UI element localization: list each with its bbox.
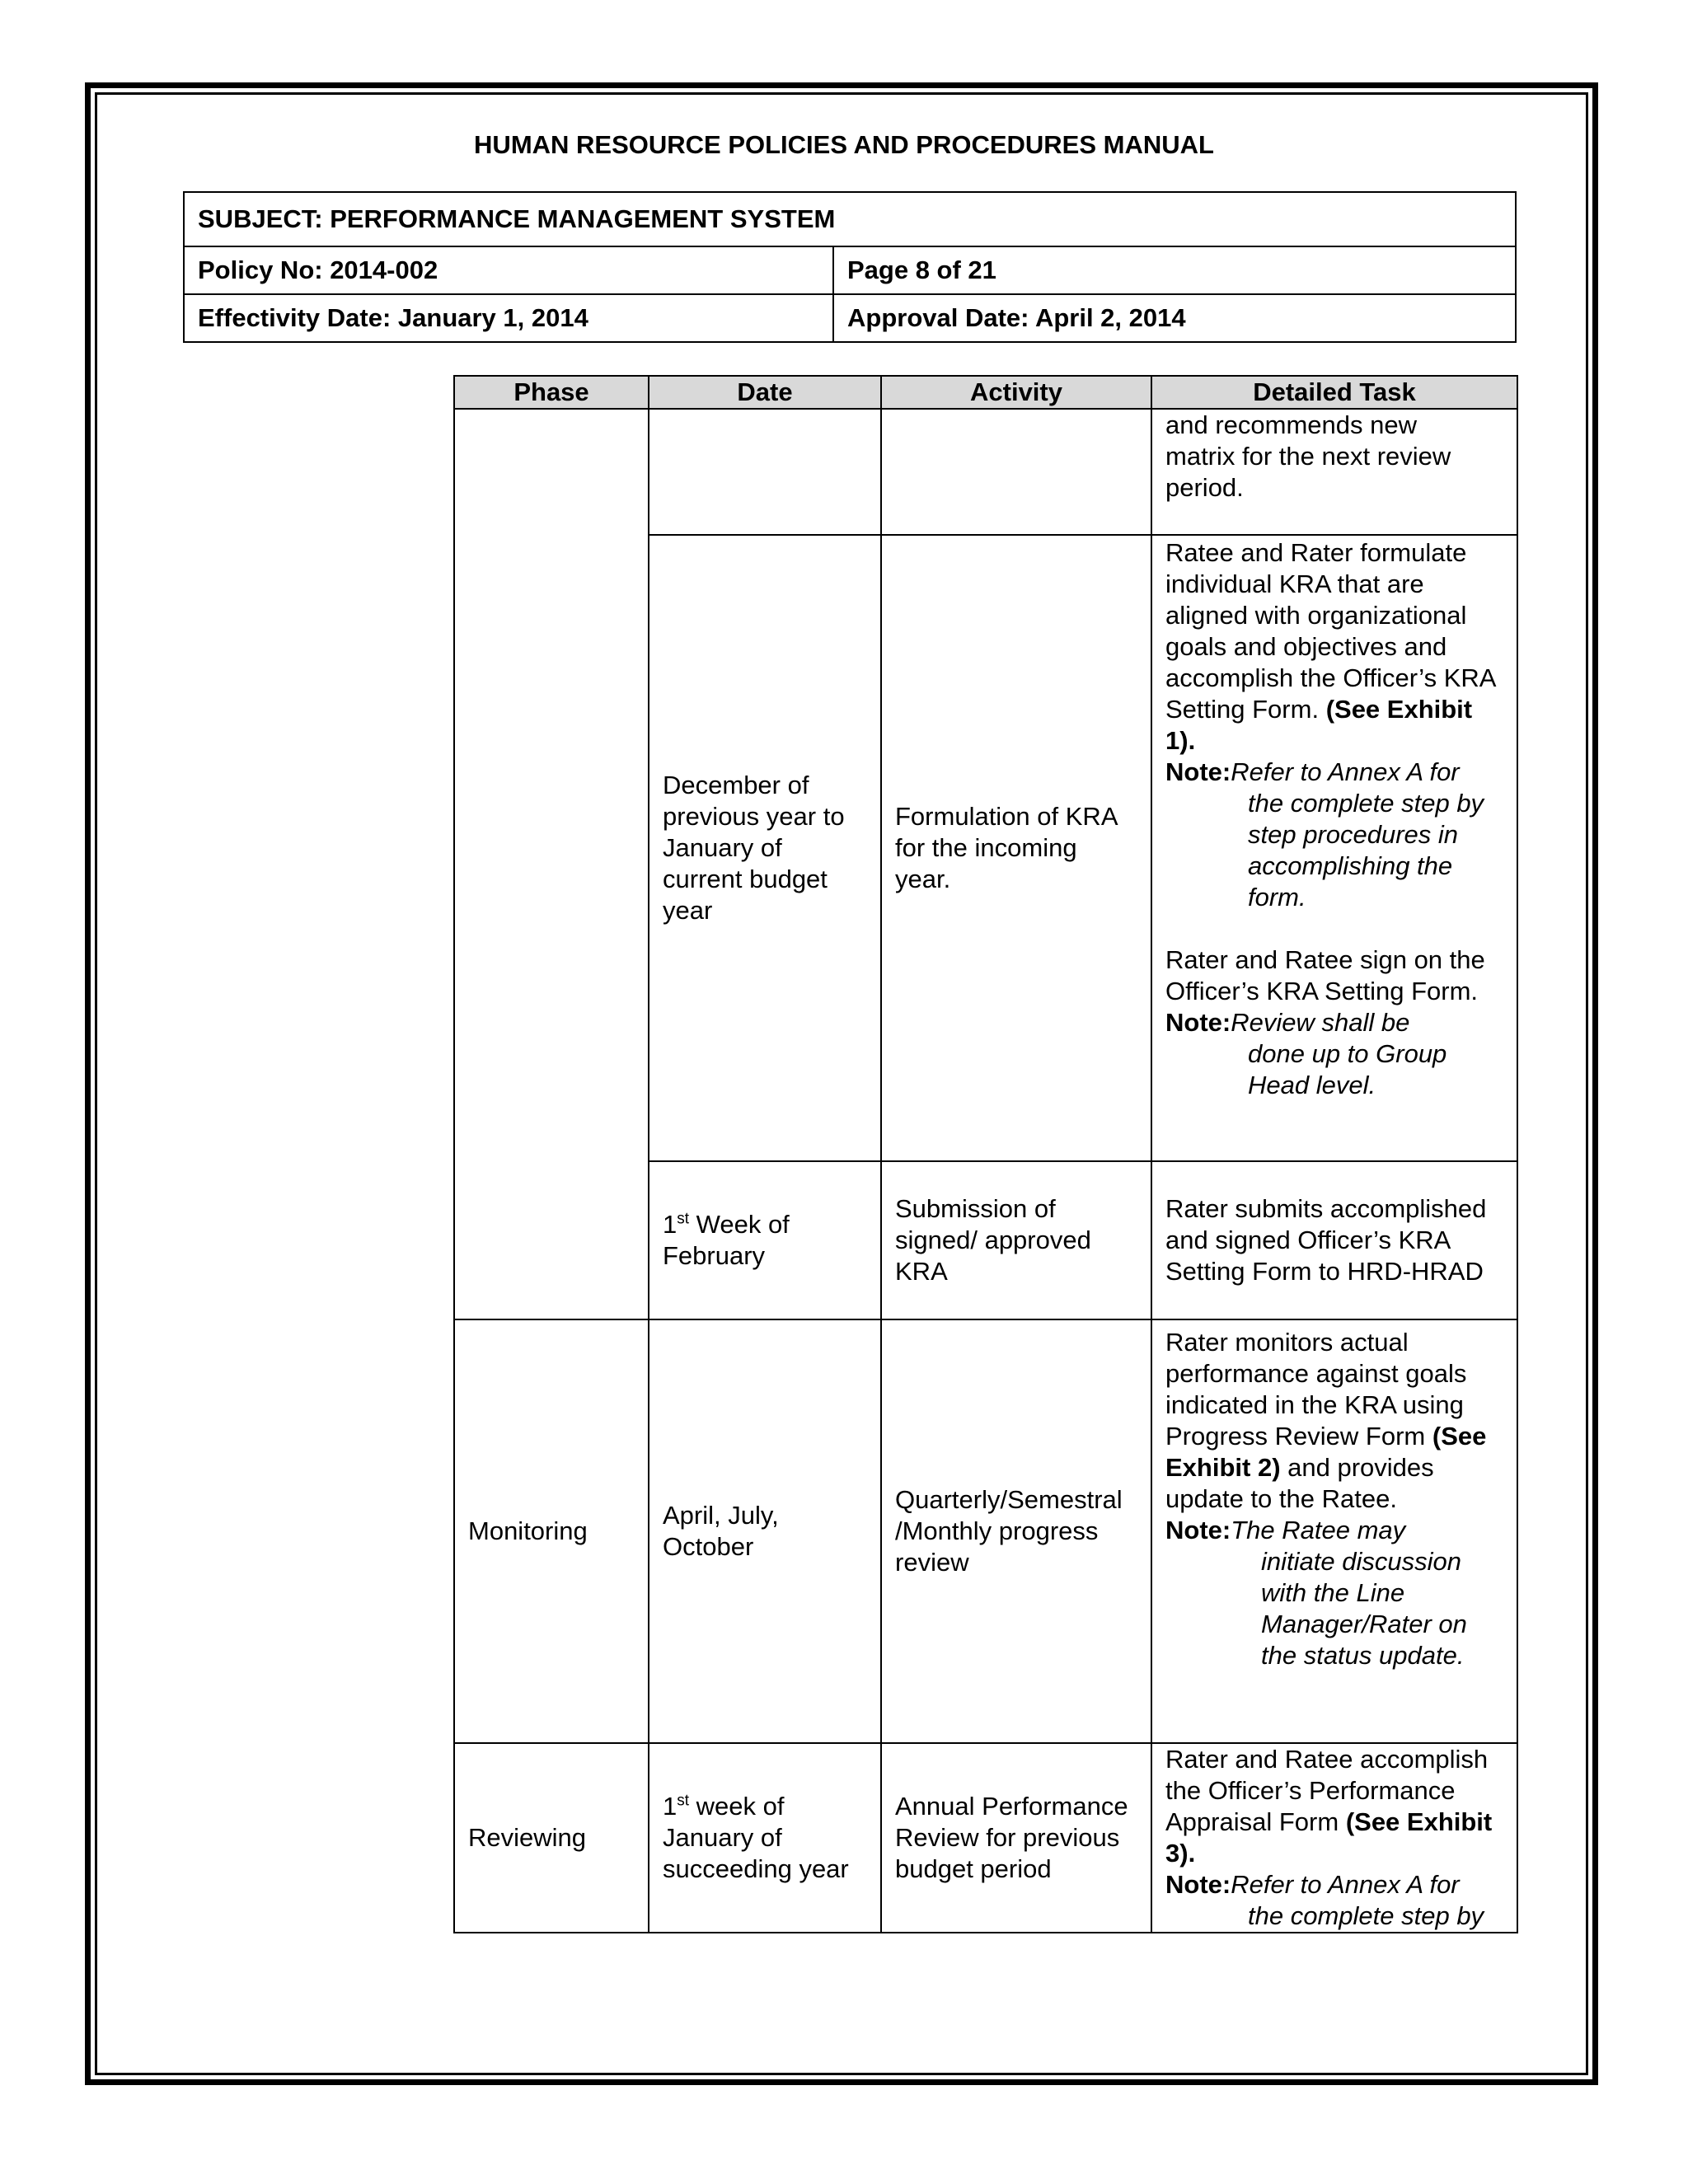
task-text: Rater and Ratee sign on the Officer’s KRA Setting Form. [1165,945,1485,1005]
date-cell: December of previous year to January of current budget year [649,535,881,1161]
note: Note: Refer to Annex A for [1165,1870,1460,1899]
table-row [454,409,1517,535]
task-cell [1151,535,1517,1161]
note-text: initiate discussion with the Line Manager/Rater on the status update. [1261,1547,1467,1670]
date-cell [649,409,881,535]
activity-cell [881,409,1151,535]
activity-cell: Formulation of KRA for the incoming year. [881,535,1151,1161]
policy-header-table [183,191,1517,343]
effectivity-date-cell: Effectivity Date: January 1, 2014 [184,294,833,342]
task-text: Rater and Ratee accomplish the Officer’s Performance Appraisal Form (See Exhibit 3). [1165,1745,1493,1868]
table-header-row [454,376,1517,409]
table-row [454,1743,1517,1933]
approval-date-cell: Approval Date: April 2, 2014 [833,294,1516,342]
activity-cell: Submission of signed/ approved KRA [881,1161,1151,1319]
header-detailed-task: Detailed Task [1151,376,1517,409]
date-cell: April, July, October [649,1319,881,1743]
task-cell: Rater submits accomplished and signed Officer’s KRA Setting Form to HRD-HRAD [1151,1161,1517,1319]
task-cell [1151,1743,1517,1933]
date-cell: 1st Week of February [649,1161,881,1319]
note-text: done up to Group Head level. [1248,1039,1447,1099]
phase-cell: Monitoring [454,1319,649,1743]
date-cell: 1st week of January of succeeding year [649,1743,881,1933]
header-date: Date [649,376,881,409]
task-cell: and recommends new matrix for the next review period. [1151,409,1517,535]
note-text: the complete step by [1248,1901,1484,1930]
phase-cell: Reviewing [454,1743,649,1933]
header-phase: Phase [454,376,649,409]
task-text: Rater monitors actual performance against goals indicated in the KRA using Progress Review Form (See Exhibit 2) and provides update to the Ratee. [1165,1328,1487,1513]
policy-number-cell: Policy No: 2014-002 [184,246,833,294]
page-number-cell: Page 8 of 21 [833,246,1516,294]
manual-title: HUMAN RESOURCE POLICIES AND PROCEDURES MANUAL [474,130,1214,159]
phase-cell-continued [454,409,649,1319]
activity-cell: Annual Performance Review for previous budget period [881,1743,1151,1933]
table-row [454,1319,1517,1743]
note: Note: The Ratee may [1165,1516,1406,1544]
note-text: the complete step by step procedures in accomplishing the form. [1248,789,1484,912]
task-text: Ratee and Rater formulate individual KRA that are aligned with organizational goals and objectives and accomplish the Officer’s KRA Setting Form. (See Exhibit 1). [1165,538,1495,755]
note: Note: Refer to Annex A for [1165,757,1460,786]
subject-cell: SUBJECT: PERFORMANCE MANAGEMENT SYSTEM [184,192,1516,246]
activity-cell: Quarterly/Semestral /Monthly progress review [881,1319,1151,1743]
header-activity: Activity [881,376,1151,409]
phase-table [453,375,1518,1933]
task-cell [1151,1319,1517,1743]
note: Note: Review shall be [1165,1008,1410,1037]
